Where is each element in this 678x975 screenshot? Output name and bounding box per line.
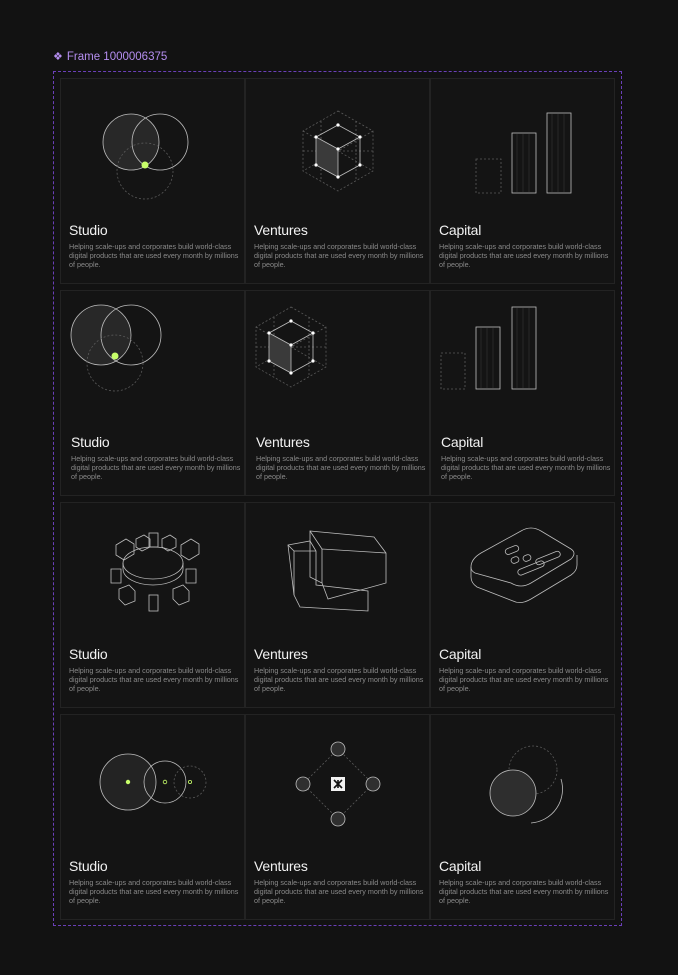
card-ventures[interactable] [245, 502, 430, 708]
card-studio[interactable] [60, 78, 245, 284]
frame-name: Frame 1000006375 [66, 51, 168, 63]
card-title: Capital [441, 434, 484, 450]
component-icon: ❖ [53, 50, 63, 63]
card-description: Helping scale-ups and corporates build world-class digital products that are used every month by millions of people. [69, 878, 239, 905]
card-capital[interactable] [430, 502, 615, 708]
card-row-1 [60, 78, 616, 284]
card-row-2 [60, 290, 616, 496]
card-studio[interactable] [60, 714, 245, 920]
card-description: Helping scale-ups and corporates build world-class digital products that are used every month by millions of people. [441, 454, 611, 481]
card-title: Capital [439, 646, 482, 662]
card-title: Ventures [254, 646, 308, 662]
bar-growth-icon [431, 291, 616, 431]
card-description: Helping scale-ups and corporates build world-class digital products that are used every month by millions of people. [256, 454, 426, 481]
card-description: Helping scale-ups and corporates build world-class digital products that are used every month by millions of people. [71, 454, 241, 481]
card-ventures[interactable] [245, 78, 430, 284]
circles-chain-icon [61, 715, 246, 855]
card-studio[interactable] [60, 290, 245, 496]
card-capital[interactable] [430, 714, 615, 920]
card-ventures[interactable] [245, 714, 430, 920]
card-title: Studio [71, 434, 110, 450]
frame-label[interactable] [53, 49, 167, 65]
network-diamond-icon [246, 715, 431, 855]
card-title: Capital [439, 222, 482, 238]
card-studio[interactable] [60, 502, 245, 708]
card-row-4 [60, 714, 616, 920]
card-description: Helping scale-ups and corporates build world-class digital products that are used every month by millions of people. [439, 666, 609, 693]
card-ventures[interactable] [245, 290, 430, 496]
card-title: Studio [69, 646, 108, 662]
iso-tile-icon [431, 503, 616, 643]
card-description: Helping scale-ups and corporates build world-class digital products that are used every month by millions of people. [439, 242, 609, 269]
card-title: Ventures [254, 858, 308, 874]
card-title: Studio [69, 858, 108, 874]
gear-table-icon [61, 503, 246, 643]
cube-grid-icon [246, 291, 431, 431]
card-description: Helping scale-ups and corporates build world-class digital products that are used every month by millions of people. [254, 242, 424, 269]
bar-growth-icon [431, 79, 616, 219]
card-description: Helping scale-ups and corporates build world-class digital products that are used every month by millions of people. [69, 666, 239, 693]
card-description: Helping scale-ups and corporates build world-class digital products that are used every month by millions of people. [69, 242, 239, 269]
card-description: Helping scale-ups and corporates build world-class digital products that are used every month by millions of people. [254, 666, 424, 693]
blocks-icon [246, 503, 431, 643]
card-capital[interactable] [430, 290, 615, 496]
card-description: Helping scale-ups and corporates build world-class digital products that are used every month by millions of people. [254, 878, 424, 905]
venn-icon [61, 291, 246, 431]
venn-icon [61, 79, 246, 219]
card-capital[interactable] [430, 78, 615, 284]
card-description: Helping scale-ups and corporates build world-class digital products that are used every month by millions of people. [439, 878, 609, 905]
cube-grid-icon [246, 79, 431, 219]
card-title: Studio [69, 222, 108, 238]
card-title: Capital [439, 858, 482, 874]
card-row-3 [60, 502, 616, 708]
orbit-circle-icon [431, 715, 616, 855]
card-title: Ventures [254, 222, 308, 238]
card-title: Ventures [256, 434, 310, 450]
